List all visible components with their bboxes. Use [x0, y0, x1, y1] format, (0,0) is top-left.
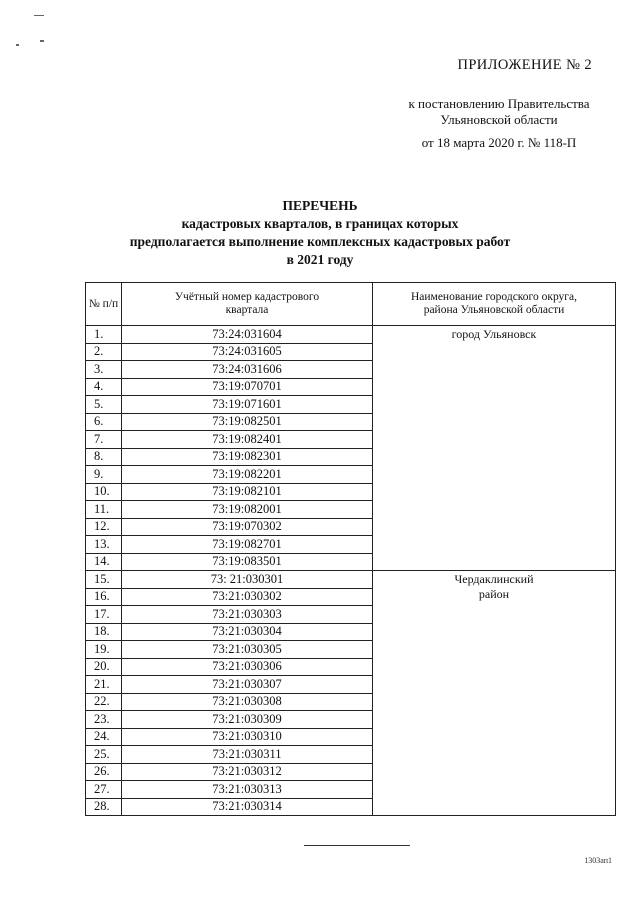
resolution-date: от 18 марта 2020 г. № 118-П: [421, 135, 577, 150]
cadastral-quarter-number: 73:21:030313: [122, 781, 373, 799]
row-number: 10.: [86, 483, 122, 501]
cadastral-quarter-number: 73:19:082701: [122, 536, 373, 554]
cadastral-quarter-number: 73: 21:030301: [122, 571, 373, 589]
region-name: Чердаклинский район: [373, 571, 616, 816]
cadastral-quarter-number: 73:21:030309: [122, 711, 373, 729]
cadastral-quarter-number: 73:21:030308: [122, 693, 373, 711]
cadastral-quarter-number: 73:21:030314: [122, 798, 373, 816]
cadastral-quarter-number: 73:19:082501: [122, 413, 373, 431]
cadastral-quarter-number: 73:19:071601: [122, 396, 373, 414]
row-number: 22.: [86, 693, 122, 711]
cadastral-quarter-number: 73:19:083501: [122, 553, 373, 571]
cadastral-quarter-number: 73:19:070302: [122, 518, 373, 536]
cadastral-quarter-number: 73:19:082401: [122, 431, 373, 449]
header-num: № п/п: [86, 283, 122, 326]
cadastral-quarter-number: 73:21:030311: [122, 746, 373, 764]
region-name: город Ульяновск: [373, 326, 616, 571]
row-number: 23.: [86, 711, 122, 729]
cadastral-quarter-number: 73:19:082301: [122, 448, 373, 466]
row-number: 26.: [86, 763, 122, 781]
cadastral-quarter-number: 73:21:030307: [122, 676, 373, 694]
row-number: 7.: [86, 431, 122, 449]
row-number: 28.: [86, 798, 122, 816]
document-code: 1303ап1: [584, 856, 612, 865]
header-code: Учётный номер кадастрового квартала: [122, 283, 373, 326]
row-number: 15.: [86, 571, 122, 589]
row-number: 17.: [86, 606, 122, 624]
cadastral-quarter-number: 73:24:031605: [122, 343, 373, 361]
row-number: 16.: [86, 588, 122, 606]
resolution-line: к постановлению Правительства: [408, 96, 590, 111]
row-number: 25.: [86, 746, 122, 764]
cadastral-quarter-number: 73:24:031604: [122, 326, 373, 344]
row-number: 5.: [86, 396, 122, 414]
scan-mark: [34, 15, 44, 16]
row-number: 3.: [86, 361, 122, 379]
row-number: 14.: [86, 553, 122, 571]
appendix-title: ПРИЛОЖЕНИЕ № 2: [457, 57, 592, 73]
cadastral-quarter-number: 73:19:082201: [122, 466, 373, 484]
list-subtitle-2: предполагается выполнение комплексных кадастровых работ: [129, 234, 511, 249]
row-number: 11.: [86, 501, 122, 519]
row-number: 19.: [86, 641, 122, 659]
row-number: 13.: [86, 536, 122, 554]
cadastral-quarter-number: 73:21:030305: [122, 641, 373, 659]
list-subtitle-3: в 2021 году: [286, 252, 354, 267]
row-number: 27.: [86, 781, 122, 799]
row-number: 1.: [86, 326, 122, 344]
table-row: [86, 571, 616, 589]
cadastral-quarter-number: 73:21:030306: [122, 658, 373, 676]
row-number: 6.: [86, 413, 122, 431]
row-number: 12.: [86, 518, 122, 536]
quarters-table: [85, 282, 616, 816]
row-number: 8.: [86, 448, 122, 466]
row-number: 4.: [86, 378, 122, 396]
table-header-row: [86, 283, 616, 326]
cadastral-quarter-number: 73:21:030304: [122, 623, 373, 641]
cadastral-quarter-number: 73:24:031606: [122, 361, 373, 379]
cadastral-quarter-number: 73:19:082001: [122, 501, 373, 519]
scan-mark: [16, 44, 19, 46]
cadastral-quarter-number: 73:21:030302: [122, 588, 373, 606]
header-region: Наименование городского округа, района Ульяновской области: [373, 283, 616, 326]
cadastral-quarter-number: 73:19:070701: [122, 378, 373, 396]
cadastral-quarter-number: 73:21:030312: [122, 763, 373, 781]
cadastral-quarter-number: 73:21:030303: [122, 606, 373, 624]
footer-divider: [304, 845, 410, 846]
scan-mark: [40, 40, 44, 42]
table-row: [86, 326, 616, 344]
row-number: 20.: [86, 658, 122, 676]
cadastral-quarter-number: 73:19:082101: [122, 483, 373, 501]
list-title: ПЕРЕЧЕНЬ: [282, 198, 358, 213]
row-number: 24.: [86, 728, 122, 746]
row-number: 18.: [86, 623, 122, 641]
row-number: 9.: [86, 466, 122, 484]
list-subtitle-1: кадастровых кварталов, в границах которых: [181, 216, 459, 231]
row-number: 2.: [86, 343, 122, 361]
cadastral-quarter-number: 73:21:030310: [122, 728, 373, 746]
row-number: 21.: [86, 676, 122, 694]
region-line: Ульяновской области: [440, 112, 558, 127]
